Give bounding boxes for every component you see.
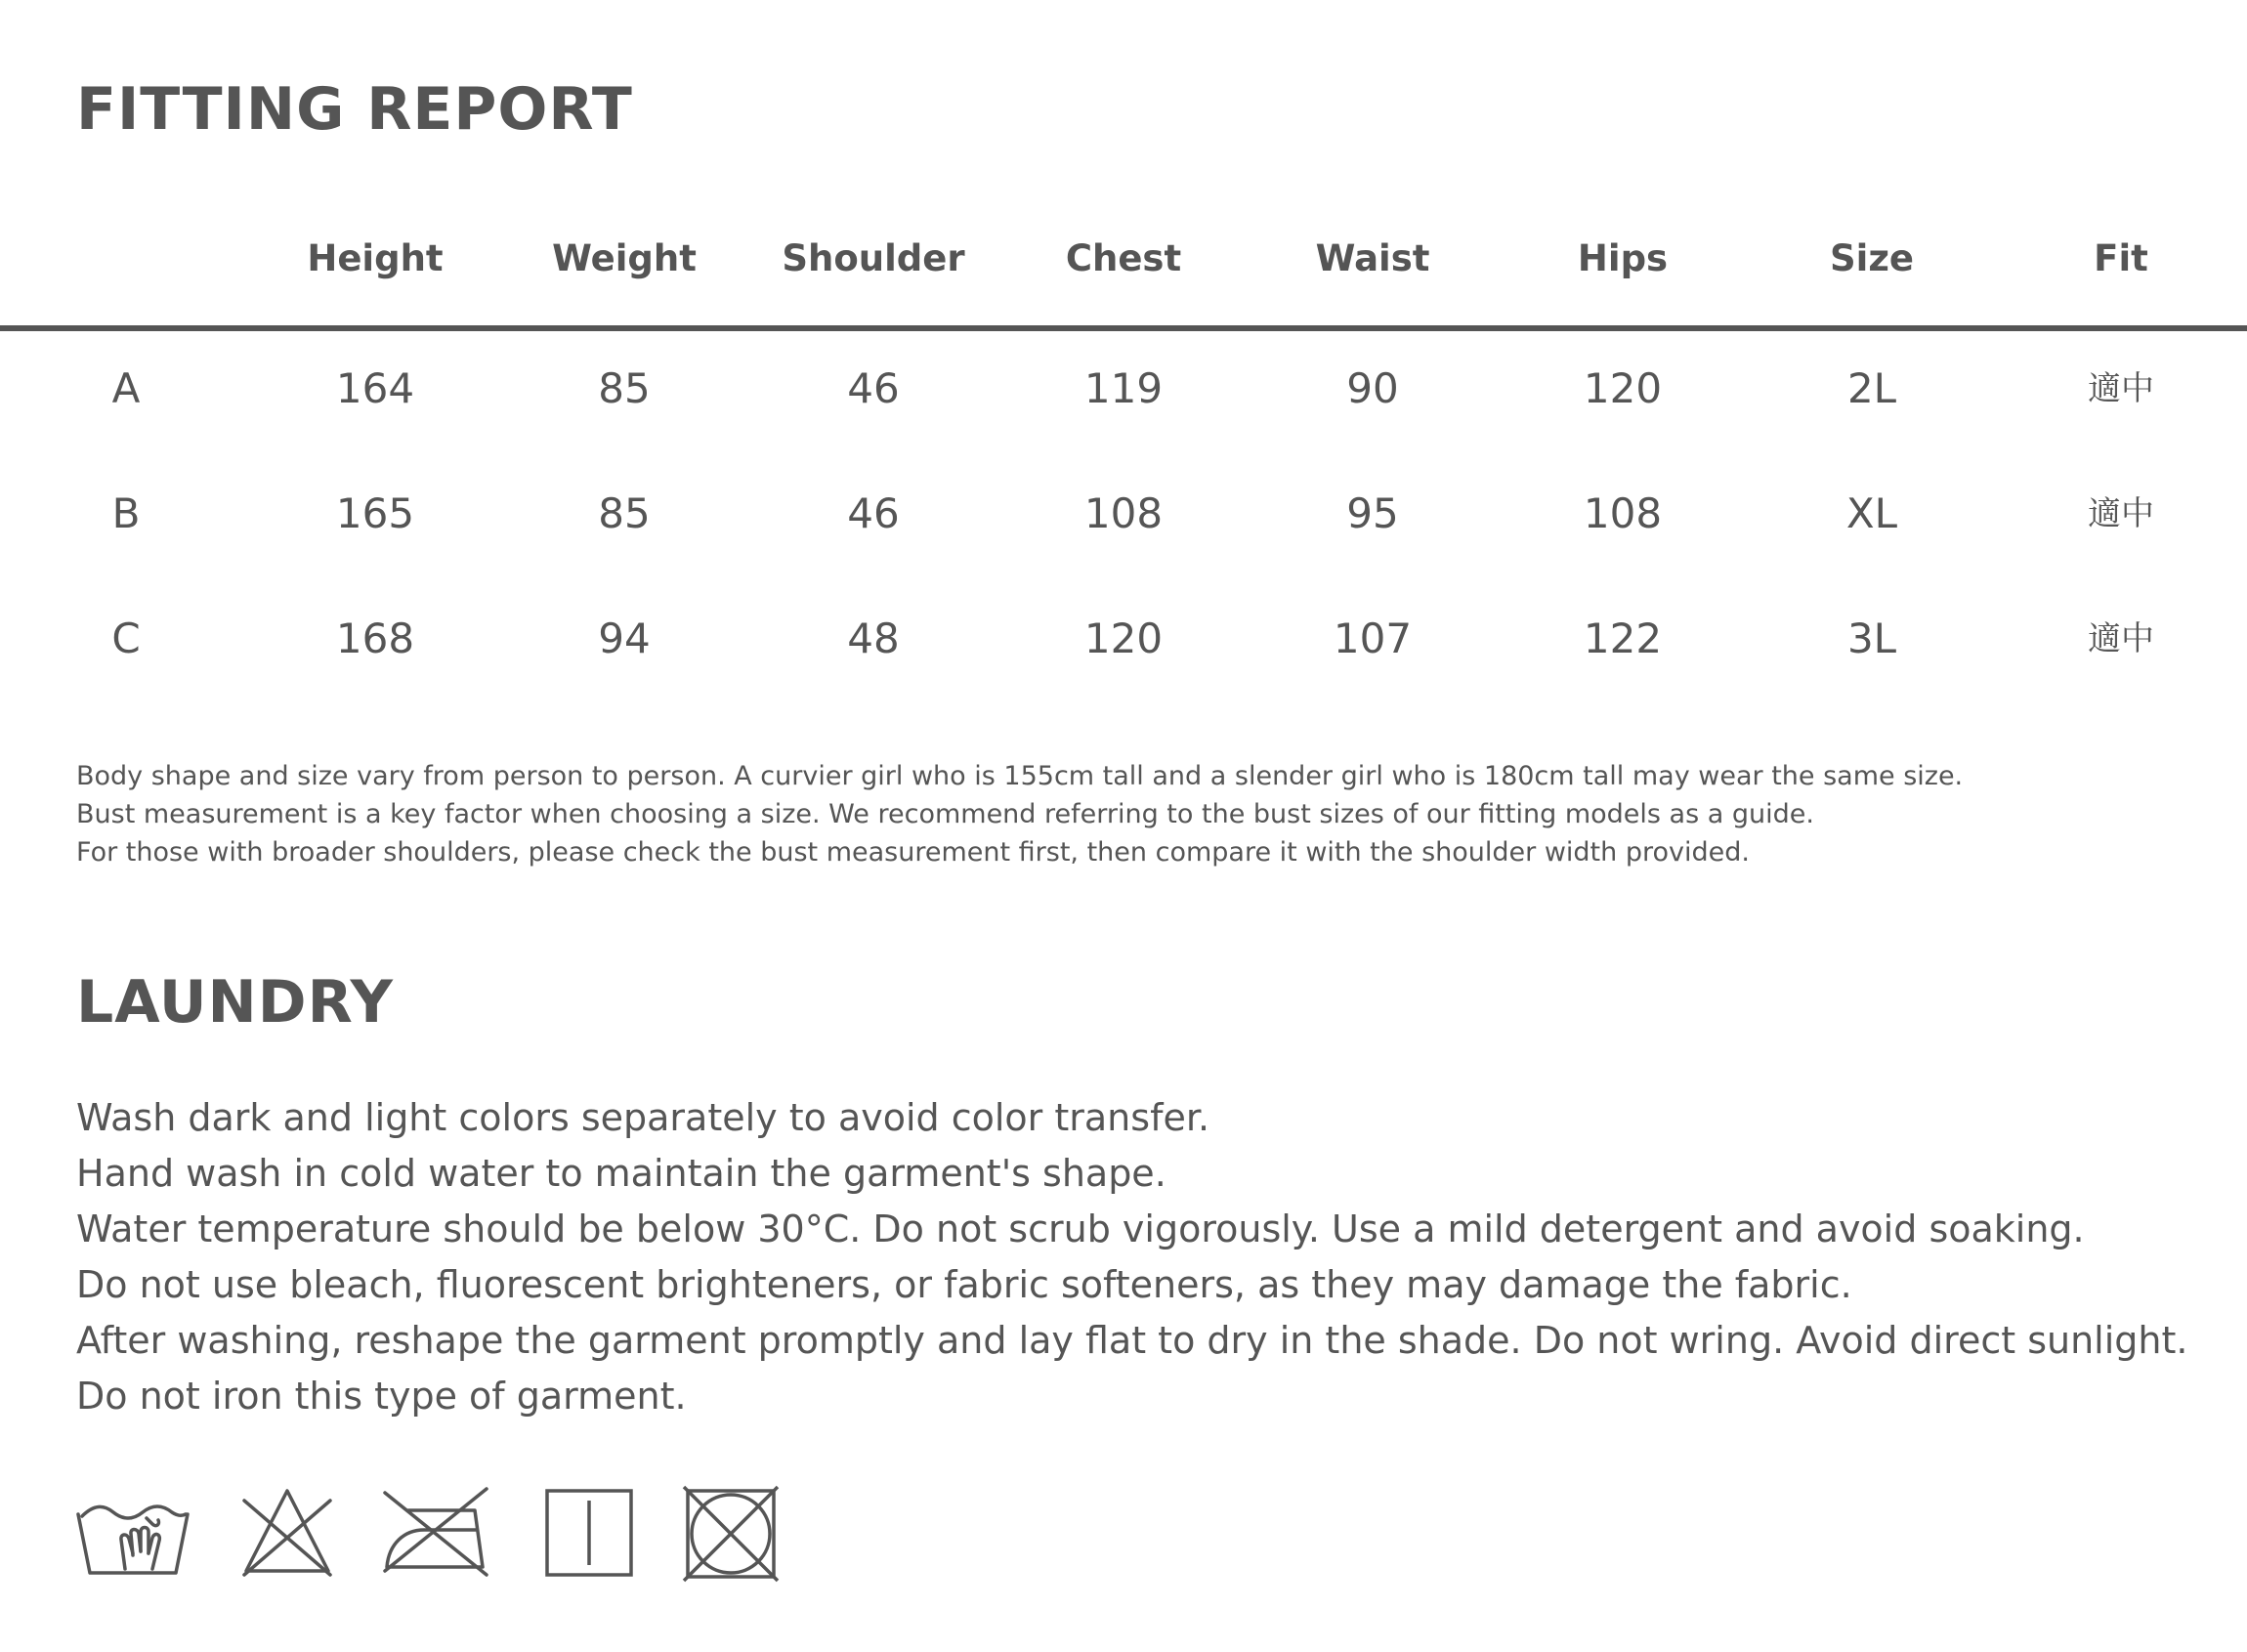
table-row	[0, 610, 2247, 668]
fitting-note: Body shape and size vary from person to person. A curvier girl who is 155cm tall and a slender girl who is 180cm tall may wear the same size.	[76, 761, 1964, 791]
cell-size: 2L	[1846, 364, 1897, 412]
fitting-table-header	[0, 234, 2247, 283]
cell-chest: 120	[1083, 614, 1164, 662]
cell-chest: 108	[1083, 489, 1164, 537]
cell-waist: 95	[1346, 489, 1399, 537]
row-label: C	[111, 614, 141, 662]
cell-fit: 適中	[2088, 619, 2154, 658]
cell-hips: 120	[1583, 364, 1663, 412]
column-header-height: Height	[307, 237, 444, 279]
cell-shoulder: 46	[847, 364, 900, 412]
table-header-divider	[0, 325, 2247, 331]
cell-height: 165	[335, 489, 415, 537]
cell-height: 164	[335, 364, 415, 412]
laundry-line: Water temperature should be below 30°C. Do not scrub vigorously. Use a mild detergent and avoid soaking.	[76, 1207, 2085, 1250]
cell-waist: 90	[1346, 364, 1399, 412]
column-header-weight: Weight	[552, 237, 697, 279]
cell-shoulder: 48	[847, 614, 900, 662]
cell-size: 3L	[1846, 614, 1897, 662]
cell-weight: 94	[598, 614, 651, 662]
cell-weight: 85	[598, 489, 651, 537]
laundry-instructions	[76, 1090, 2226, 1424]
cell-waist: 107	[1333, 614, 1413, 662]
fitting-note: Bust measurement is a key factor when choosing a size. We recommend referring to the bust sizes of our fitting models as a guide.	[76, 799, 1814, 829]
column-header-shoulder: Shoulder	[782, 237, 965, 279]
cell-fit: 適中	[2088, 494, 2154, 533]
laundry-line: Hand wash in cold water to maintain the garment's shape.	[76, 1152, 1166, 1195]
column-header-chest: Chest	[1065, 237, 1182, 279]
cell-hips: 122	[1583, 614, 1663, 662]
laundry-line: Do not iron this type of garment.	[76, 1375, 687, 1418]
fitting-note: For those with broader shoulders, please check the bust measurement first, then compare it with the shoulder width provided.	[76, 837, 1750, 868]
fitting-notes	[76, 757, 2206, 871]
cell-chest: 119	[1083, 364, 1164, 412]
laundry-line: After washing, reshape the garment promptly and lay flat to dry in the shade. Do not wring. Avoid direct sunlight.	[76, 1319, 2188, 1362]
fitting-report-title: FITTING REPORT	[76, 75, 633, 144]
column-header-waist: Waist	[1315, 237, 1430, 279]
row-label: B	[111, 489, 141, 537]
no-bleach-icon	[240, 1485, 334, 1579]
column-header-hips: Hips	[1577, 237, 1669, 279]
column-header-size: Size	[1830, 237, 1914, 279]
column-header-fit: Fit	[2094, 237, 2148, 279]
row-label: A	[111, 364, 141, 412]
hand-wash-icon	[74, 1485, 191, 1583]
cell-shoulder: 46	[847, 489, 900, 537]
line-dry-icon	[543, 1485, 637, 1579]
care-icons	[0, 1485, 879, 1592]
cell-hips: 108	[1583, 489, 1663, 537]
cell-height: 168	[335, 614, 415, 662]
table-row	[0, 485, 2247, 543]
no-tumble-dry-icon	[682, 1485, 780, 1583]
laundry-line: Do not use bleach, fluorescent brighteners, or fabric softeners, as they may damage the fabric.	[76, 1263, 1852, 1306]
table-row	[0, 360, 2247, 418]
cell-fit: 適中	[2088, 369, 2154, 408]
laundry-title: LAUNDRY	[76, 968, 394, 1037]
no-iron-icon	[381, 1485, 490, 1579]
cell-weight: 85	[598, 364, 651, 412]
laundry-line: Wash dark and light colors separately to avoid color transfer.	[76, 1096, 1210, 1139]
cell-size: XL	[1845, 489, 1898, 537]
